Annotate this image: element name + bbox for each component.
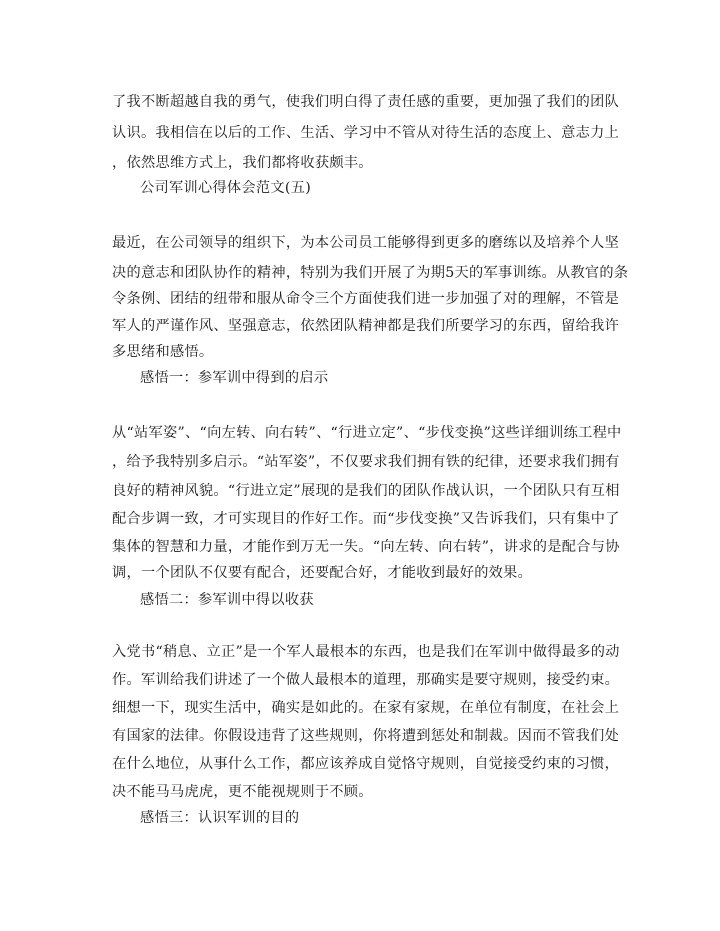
paragraph-line: ，给予我特别多启示。“站军姿”，不仅要求我们拥有铁的纪律，还要求我们拥有 [112, 454, 620, 470]
paragraph-line: 军人的严谨作风、坚强意志，依然团队精神都是我们所要学习的东西，留给我许 [112, 318, 620, 334]
paragraph-line: 良好的精神风貌。“行进立定”展现的是我们的团队作战认识，一个团队只有互相 [112, 483, 620, 499]
paragraph-line: 决的意志和团队协作的精神，特别为我们开展了为期5天的军事训练。从教官的条 [112, 265, 629, 281]
subheading: 感悟三：认识军训的目的 [140, 810, 300, 826]
paragraph-line: 细想一下，现实生活中，确实是如此的。在家有家规，在单位有制度，在社会上 [112, 700, 620, 716]
paragraph-line: 多思绪和感悟。 [112, 344, 214, 360]
paragraph-line: 调，一个团队不仅要有配合，还要配合好，才能收到最好的效果。 [112, 565, 533, 581]
paragraph-line: 了我不断超越自我的勇气，使我们明白得了责任感的重要，更加强了我们的团队 [112, 94, 620, 110]
paragraph-line: 在什么地位，从事什么工作，都应该养成自觉恪守规则，自觉接受约束的习惯， [112, 756, 620, 772]
paragraph-line: 最近，在公司领导的组织下，为本公司员工能够得到更多的磨练以及培养个人坚 [112, 235, 620, 251]
paragraph-line: 决不能马马虎虎，更不能视规则于不顾。 [112, 784, 373, 800]
paragraph-line: 有国家的法律。你假设违背了这些规则，你将遭到惩处和制裁。因而不管我们处 [112, 728, 620, 744]
paragraph-line: 认识。我相信在以后的工作、生活、学习中不管从对待生活的态度上、意志力上 [112, 125, 620, 141]
paragraph-line: 入党书“稍息、立正”是一个军人最根本的东西，也是我们在军训中做得最多的动 [112, 644, 620, 660]
paragraph-line: 作。军训给我们讲述了一个做人最根本的道理，那确实是要守规则，接受约束。 [112, 672, 620, 688]
paragraph-line: 集体的智慧和力量，才能作到万无一失。“向左转、向右转”，讲求的是配合与协 [112, 539, 620, 555]
paragraph-line: 令条例、团结的纽带和服从命令三个方面使我们进一步加强了对的理解，不管是 [112, 291, 620, 307]
subheading: 感悟一：参军训中得到的启示 [140, 370, 329, 386]
section-heading: 公司军训心得体会范文(五) [140, 180, 312, 196]
paragraph-line: ，依然思维方式上，我们都将收获颇丰。 [112, 155, 373, 171]
paragraph-line: 配合步调一致，才可实现目的作好工作。而“步伐变换”又告诉我们，只有集中了 [112, 511, 620, 527]
subheading: 感悟二：参军训中得以收获 [140, 592, 314, 608]
paragraph-line: 从“站军姿”、“向左转、向右转”、“行进立定”、“步伐变换”这些详细训练工程中 [112, 425, 622, 441]
